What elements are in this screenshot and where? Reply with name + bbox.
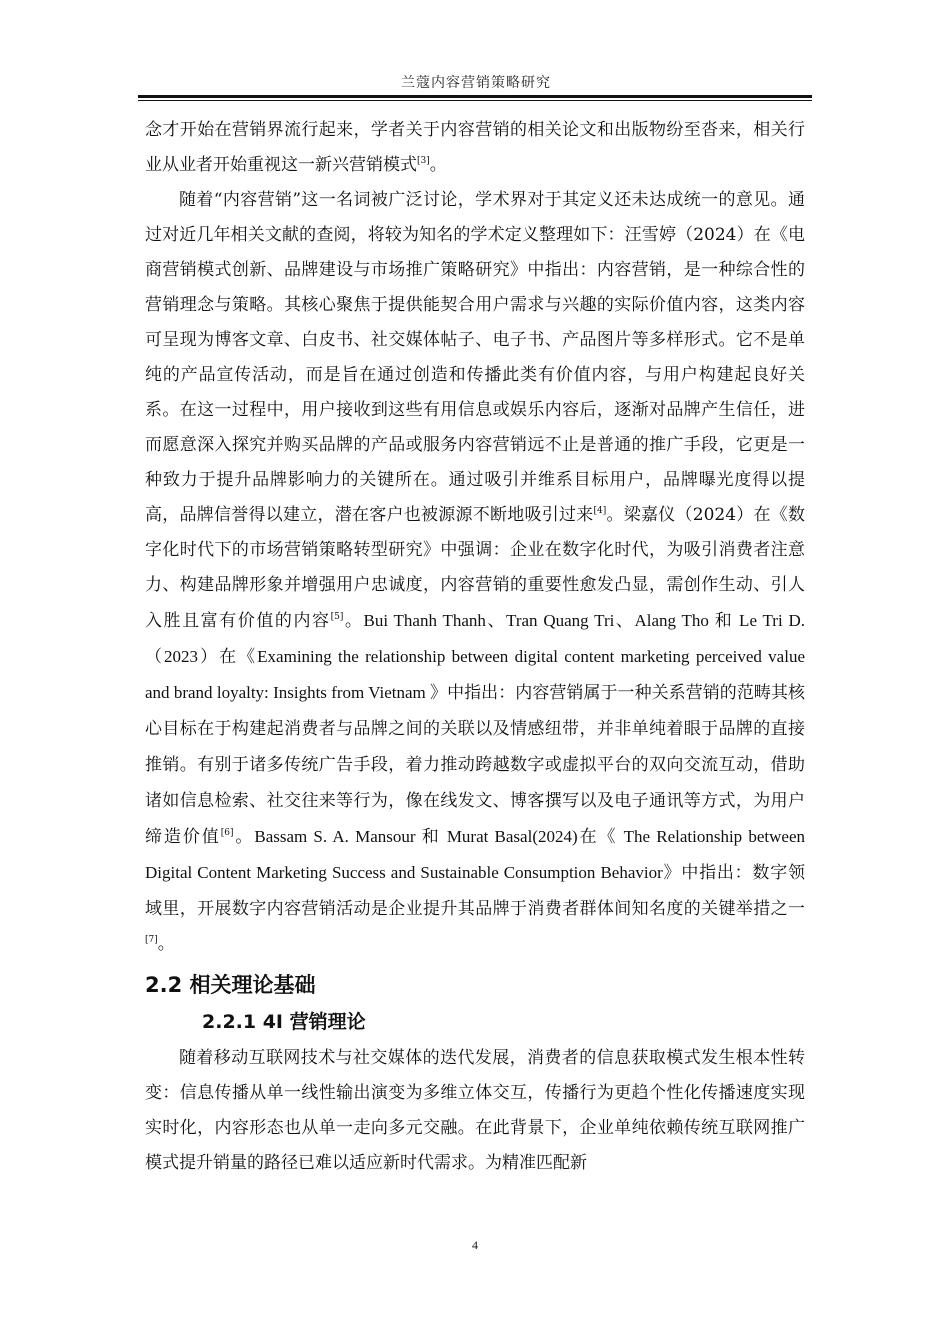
citation-ref: [4]	[593, 506, 607, 516]
citation-ref: [3]	[417, 156, 430, 166]
header-rule-thick	[138, 95, 812, 98]
paragraph-text: 随着“内容营销”这一名词被广泛讨论，学术界对于其定义还未达成统一的意见。通过对近几年相关文献的查阅，将较为知名的学术定义整理如下：汪雪婷（2024）在《电商营销模式创新、品牌建设与市场推广策略研究》中指出：内容营销，是一种综合性的营销理念与策略。其核心聚焦于提供能契合用户需求与兴趣的实际价值内容，这类内容可呈现为博客文章、白皮书、社交媒体帖子、电子书、产品图片等多样形式。它不是单纯的产品宣传活动，而是旨在通过创造和传播此类有价值内容，与用户构建起良好关系。在这一过程中，用户接收到这些有用信息或娱乐内容后，逐渐对品牌产生信任，进而愿意深入探究并购买品牌的产品或服务内容营销远不止是普通的推广手段，它更是一种致力于提升品牌影响力的关键所在。通过吸引并维系目标用户，品牌曝光度得以提高，品牌信誉得以建立，潜在客户也被源源不断地吸引过来	[145, 190, 805, 525]
paragraph-4i-theory	[145, 1041, 805, 1181]
body-text	[145, 113, 805, 1181]
paragraph-content-marketing-definitions	[145, 183, 805, 962]
citation-ref: [6]	[220, 828, 234, 838]
paragraph-text: 念才开始在营销界流行起来，学者关于内容营销的相关论文和出版物纷至沓来，相关行业从业者开始重视这一新兴营销模式	[145, 120, 805, 175]
running-header: 兰蔻内容营销策略研究	[401, 75, 551, 91]
paragraph-text: 。梁嘉仪（2024）在《数字化时代下的市场营销策略转型研究》中强调：企业在数字化时代，为吸引消费者注意力、构建品牌形象并增强用户忠诚度，内容营销的重要性愈发凸显，需创作生动、引人入胜且富有价值的内容	[145, 505, 806, 631]
section-heading: 2.2 相关理论基础	[145, 973, 316, 997]
citation-ref: [7]	[145, 935, 158, 945]
paragraph-text: 。Bassam S. A. Mansour 和 Murat Basal(2024)在《 The Relationship between Digital Content Marketing Success and Sustainable Consumption Behavior》中指出：数字领域里，开展数字内容营销活动是企业提升其品牌于消费者群体间知名度的关键举措之一	[145, 827, 805, 918]
header-rule-thin	[138, 100, 812, 101]
paragraph-tail: 。	[429, 155, 447, 175]
paragraph-text: 随着移动互联网技术与社交媒体的迭代发展，消费者的信息获取模式发生根本性转变：信息传播从单一线性输出演变为多维立体交互，传播行为更趋个性化传播速度实现实时化，内容形态也从单一走向多元交融。在此背景下，企业单纯依赖传统互联网推广模式提升销量的路径已难以适应新时代需求。为精准匹配新	[145, 1048, 805, 1173]
paragraph-text: 。Bui Thanh Thanh、Tran Quang Tri、Alang Tho 和 Le Tri D.（2023）在《Examining the relationship between digital content marketing perceived value and brand loyalty: Insights from Vietnam 》中指出：内容营销属于一种关系营销的范畴其核心目标在于构建起消费者与品牌之间的关联以及情感纽带，并非单纯着眼于品牌的直接推销。有别于诸多传统广告手段，着力推动跨越数字或虚拟平台的双向交流互动，借助诸如信息检索、社交往来等行为，像在线发文、博客撰写以及电子通讯等方式，为用户缔造价值	[145, 611, 806, 846]
paragraph-tail: 。	[157, 934, 175, 954]
paragraph-continued	[145, 113, 805, 183]
citation-ref: [5]	[330, 612, 344, 622]
subsection-heading: 2.2.1 4I 营销理论	[202, 1011, 366, 1033]
page-number: 4	[472, 1238, 478, 1252]
